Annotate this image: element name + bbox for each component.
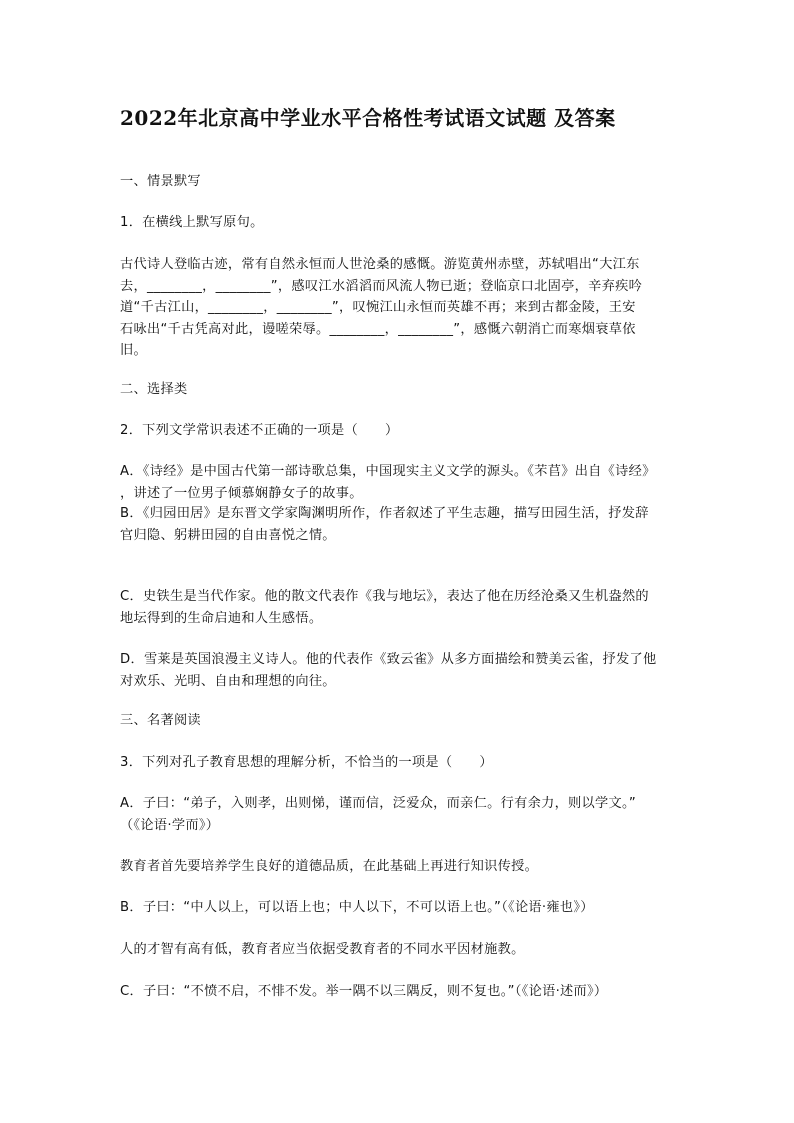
- option-line: D．雪莱是英国浪漫主义诗人。他的代表作《致云雀》从多方面描绘和赞美云雀，抒发了他: [120, 652, 657, 667]
- question3-option-a-analysis: 教育者首先要培养学生良好的道德品质，在此基础上再进行知识传授。: [120, 859, 539, 874]
- passage-line: 旧。: [120, 343, 147, 358]
- question3-option-c: C．子曰：“不愤不启，不悱不发。举一隅不以三隅反，则不复也。”（《论语·述而》）: [120, 984, 608, 999]
- option-line: C．史铁生是当代作家。他的散文代表作《我与地坛》，表达了他在历经沧桑又生机盎然的: [120, 589, 649, 604]
- question2-option-c: [120, 586, 680, 629]
- option-line: A．《诗经》是中国古代第一部诗歌总集，中国现实主义文学的源头。《芣苢》出自《诗经》: [120, 464, 656, 479]
- question2-option-a: [120, 461, 680, 504]
- option-line: 官归隐、躬耕田园的自由喜悦之情。: [120, 527, 336, 543]
- question3-option-b-analysis: 人的才智有高有低，教育者应当依据受教育者的不同水平因材施教。: [120, 942, 525, 957]
- question2-option-d: [120, 649, 680, 692]
- option-line: 地坛得到的生命启迪和人生感悟。: [120, 610, 323, 626]
- option-line: B．《归园田居》是东晋文学家陶渊明所作，作者叙述了平生志趣，描写田园生活，抒发辞: [120, 506, 649, 521]
- section2-heading: 二、选择类: [120, 382, 188, 397]
- passage-line: 道“千古江山，________，________”，叹惋江山永恒而英雄不再；来到古都金陵，王安: [120, 300, 636, 315]
- passage-line: 古代诗人登临古迹，常有自然永恒而人世沧桑的感慨。游览黄州赤壁，苏轼唱出“大江东: [120, 257, 640, 272]
- option-line: 对欢乐、光明、自由和理想的向往。: [120, 673, 336, 689]
- passage-line: 石咏出“千古凭高对此，谩嗟荣辱。________，________”，感慨六朝消亡而寒烟衰草依: [120, 321, 636, 337]
- question3-option-b: B．子曰：“中人以上，可以语上也；中人以下，不可以语上也。”（《论语·雍也》）: [120, 900, 594, 915]
- option-line: （《论语·学而》）: [120, 817, 220, 833]
- question1-passage: [120, 254, 680, 362]
- section3-heading: 三、名著阅读: [120, 713, 201, 728]
- question1-prompt: 1．在横线上默写原句。: [120, 215, 264, 230]
- question2-prompt: 2．下列文学常识表述不正确的一项是（ ）: [120, 423, 399, 438]
- passage-line: 去，________，________”，感叹江水滔滔而风流人物已逝；登临京口北固亭，辛弃疾吟: [120, 278, 643, 294]
- option-line: A．子曰：“弟子，入则孝，出则悌，谨而信，泛爱众，而亲仁。行有余力，则以学文。”: [120, 796, 637, 811]
- document-title: 2022年北京高中学业水平合格性考试语文试题 及答案: [120, 106, 616, 130]
- question3-option-a: [120, 793, 680, 836]
- question2-option-b: [120, 503, 680, 546]
- question3-prompt: 3．下列对孔子教育思想的理解分析，不恰当的一项是（ ）: [120, 755, 493, 770]
- option-line: ，讲述了一位男子倾慕娴静女子的故事。: [120, 485, 363, 501]
- section1-heading: 一、情景默写: [120, 174, 201, 189]
